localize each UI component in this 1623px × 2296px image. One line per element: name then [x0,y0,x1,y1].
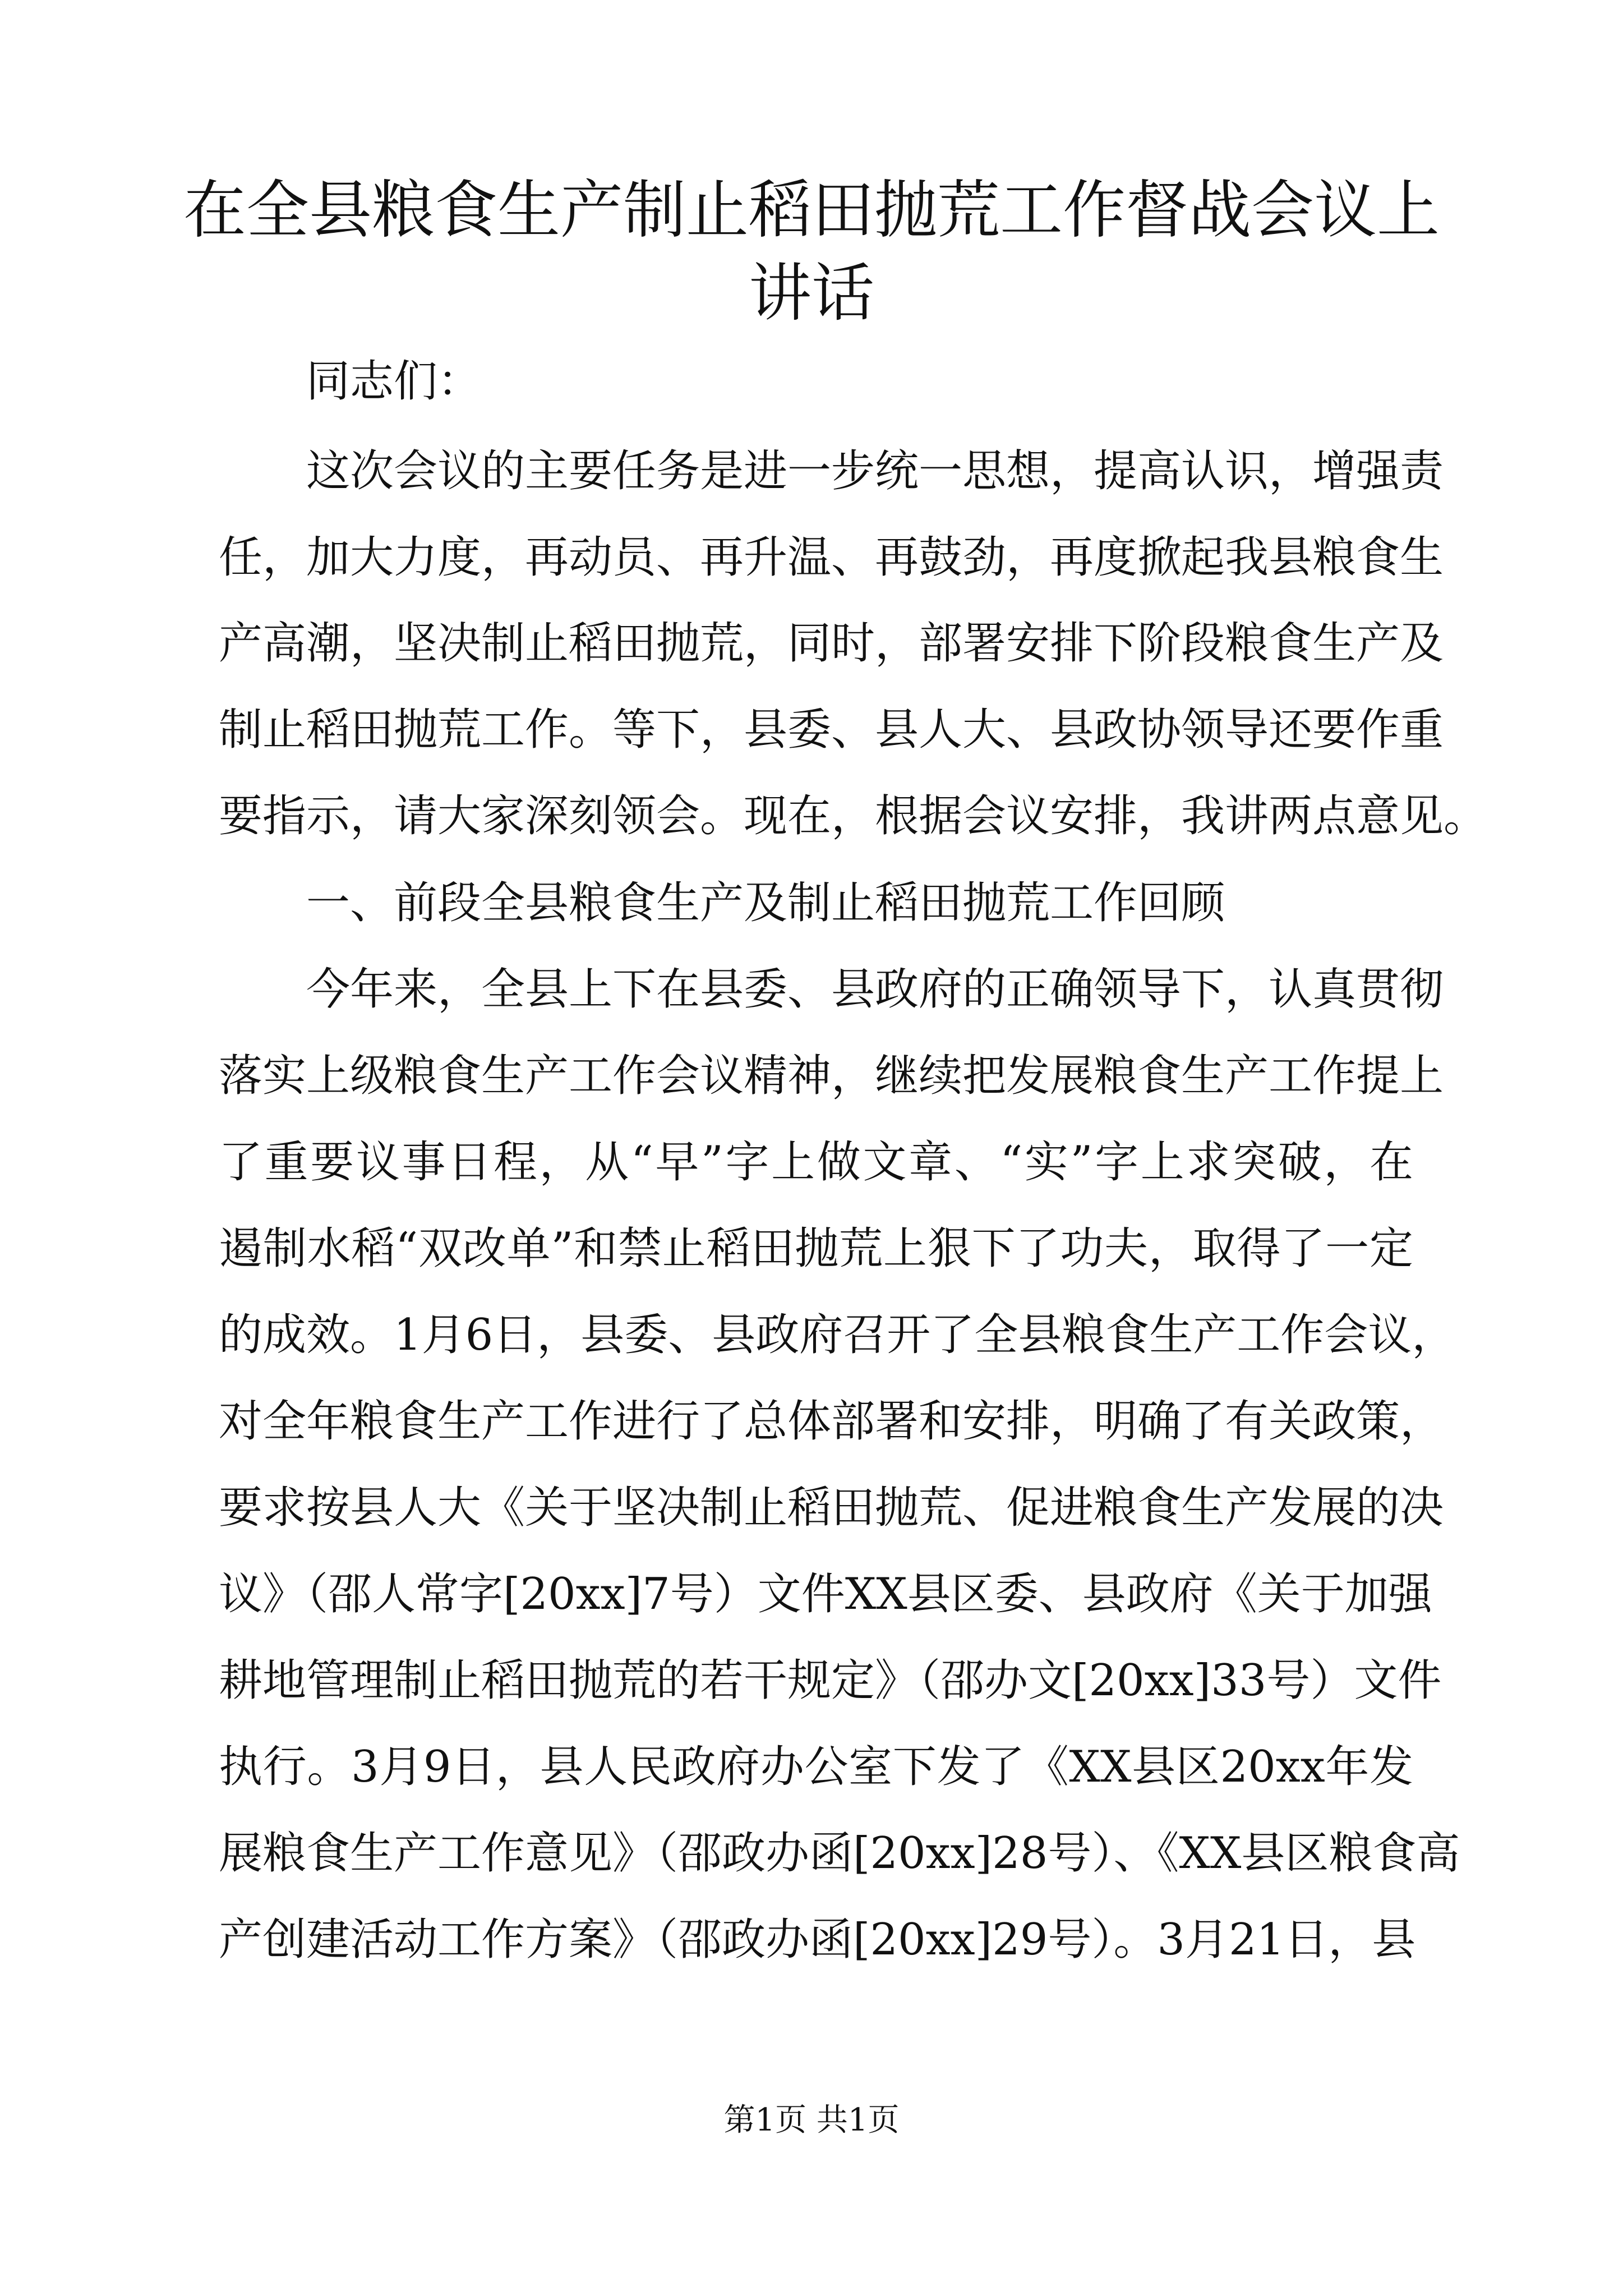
paragraph-line: 这次会议的主要任务是进一步统一思想，提高认识，增强责 [306,446,1444,496]
paragraph-line: 今年来，全县上下在县委、县政府的正确领导下，认真贯彻 [306,964,1444,1015]
paragraph-line: 耕地管理制止稻田抛荒的若干规定》（邵办文[20xx]33号）文件 [219,1655,1442,1706]
paragraph-line: 制止稻田抛荒工作。等下，县委、县人大、县政协领导还要作重 [219,705,1444,755]
salutation: 同志们： [306,356,482,407]
paragraph-line: 议》（邵人常字[20xx]7号）文件XX县区委、县政府《关于加强 [219,1569,1432,1619]
paragraph-line: 产创建活动工作方案》（邵政办函[20xx]29号）。3月21日，县 [219,1915,1416,1965]
document-title-line1: 在全县粮食生产制止稻田抛荒工作督战会议上 [183,174,1440,247]
paragraph-line: 要求按县人大《关于坚决制止稻田抛荒、促进粮食生产发展的决 [219,1483,1444,1533]
document-title-line2: 讲话 [749,257,874,330]
page-footer: 第1页 共1页 [723,2102,900,2138]
paragraph-line: 遏制水稻“双改单”和禁止稻田抛荒上狠下了功夫，取得了一定 [219,1223,1413,1274]
paragraph-line: 对全年粮食生产工作进行了总体部署和安排，明确了有关政策， [219,1396,1444,1447]
paragraph-line: 产高潮，坚决制止稻田抛荒，同时，部署安排下阶段粮食生产及 [219,618,1444,669]
paragraph-line: 的成效。1月6日，县委、县政府召开了全县粮食生产工作会议， [219,1310,1456,1360]
paragraph-line: 执行。3月9日，县人民政府办公室下发了《XX县区20xx年发 [219,1742,1413,1792]
section-heading: 一、前段全县粮食生产及制止稻田抛荒工作回顾 [306,878,1225,928]
paragraph-line: 了重要议事日程，从“早”字上做文章、“实”字上求突破，在 [219,1137,1413,1188]
paragraph-line: 展粮食生产工作意见》（邵政办函[20xx]28号）、《XX县区粮食高 [219,1828,1460,1879]
paragraph-line: 落实上级粮食生产工作会议精神，继续把发展粮食生产工作提上 [219,1051,1444,1101]
paragraph-line: 任，加大力度，再动员、再升温、再鼓劲，再度掀起我县粮食生 [219,532,1444,583]
paragraph-line: 要指示，请大家深刻领会。现在，根据会议安排，我讲两点意见。 [219,791,1488,841]
